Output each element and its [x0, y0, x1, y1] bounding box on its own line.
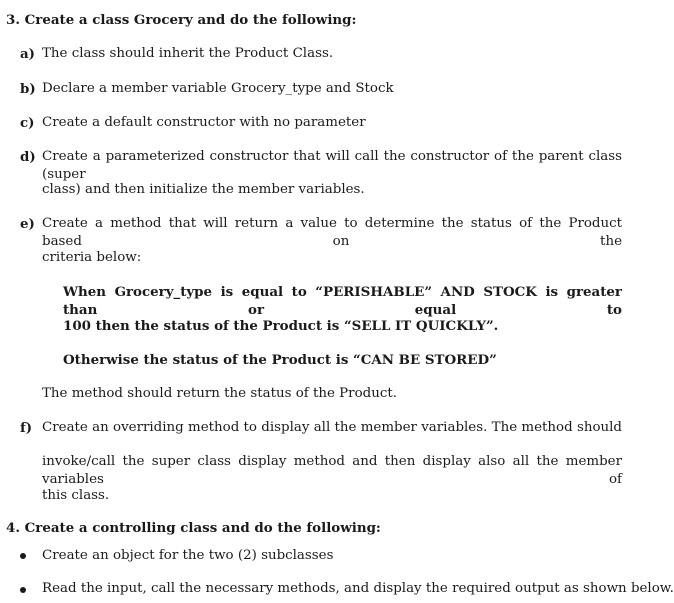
- criteria-line-2: 100 then the status of the Product is “SELL IT QUICKLY”.: [63, 318, 499, 334]
- item-e-text-line1: Create a method that will return a value to determine the status of the Product based on the: [42, 216, 622, 249]
- item-e-marker: e): [20, 216, 35, 232]
- criteria-line-1: When Grocery_type is equal to “PERISHABLE” AND STOCK is greater than or equal to: [63, 284, 622, 318]
- item-e-text-line2: criteria below:: [42, 250, 142, 265]
- item-d-text-line2: class) and then initialize the member variables.: [42, 182, 365, 197]
- item-f-text-line1: Create an overriding method to display all the member variables. The method should: [42, 420, 622, 435]
- criteria-line-3: Otherwise the status of the Product is “CAN BE STORED”: [63, 352, 497, 368]
- bullet-dot-1: [20, 553, 26, 559]
- item-a-marker: a): [20, 46, 36, 62]
- item-d-marker: d): [20, 149, 36, 165]
- item-d-text-line1: Create a parameterized constructor that will call the constructor of the parent class (super: [42, 149, 622, 182]
- bullet-item-1: Create an object for the two (2) subclasses: [42, 548, 334, 563]
- section-3-heading: 3. Create a class Grocery and do the following:: [6, 12, 357, 28]
- item-c-text: Create a default constructor with no parameter: [42, 115, 366, 130]
- return-note: The method should return the status of the Product.: [42, 386, 397, 401]
- item-f-text-line2: invoke/call the super class display method and then display also all the member variables of: [42, 454, 622, 487]
- bullet-dot-2: [20, 587, 26, 593]
- item-c-marker: c): [20, 115, 35, 131]
- item-f-text-line3: this class.: [42, 488, 110, 503]
- item-a-text: The class should inherit the Product Class.: [42, 46, 334, 61]
- item-f-marker: f): [20, 420, 33, 436]
- item-b-text: Declare a member variable Grocery_type and Stock: [42, 81, 394, 96]
- bullet-item-2: Read the input, call the necessary methods, and display the required output as shown below.: [42, 581, 674, 596]
- section-4-heading: 4. Create a controlling class and do the following:: [6, 520, 381, 536]
- item-b-marker: b): [20, 81, 36, 97]
